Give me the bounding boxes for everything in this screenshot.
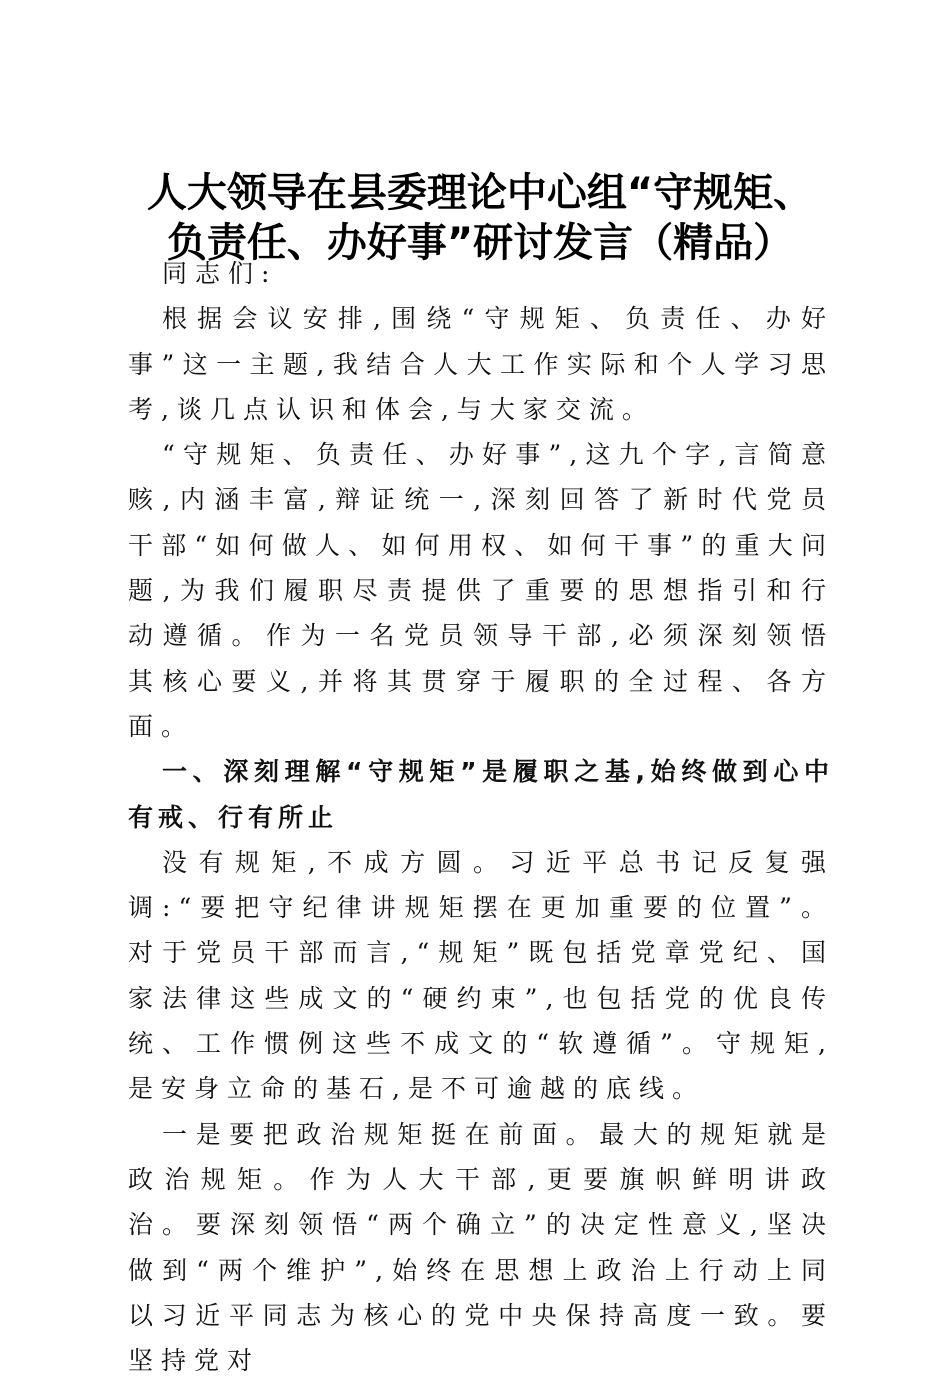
- salutation: 同志们:: [162, 259, 278, 288]
- document-body: [128, 251, 834, 1383]
- paragraph-rules: 没有规矩,不成方圆。习近平总书记反复强调:“要把守纪律讲规矩摆在更加重要的位置”。对于党员干部而言,“规矩”既包括党章党纪、国家法律这些成文的“硬约束”,也包括党的优良传统、工作惯例这些不成文的“软遵循”。守规矩,是安身立命的基石,是不可逾越的底线。: [128, 847, 834, 1104]
- title-line-1: 人大领导在县委理论中心组“守规矩、: [146, 170, 814, 216]
- paragraph-theme: “守规矩、负责任、办好事”,这九个字,言简意赅,内涵丰富,辩证统一,深刻回答了新时代党员干部“如何做人、如何用权、如何干事”的重大问题,为我们履职尽责提供了重要的思想指引和行动遵循。作为一名党员领导干部,必须深刻领悟其核心要义,并将其贯穿于履职的全过程、各方面。: [128, 440, 834, 741]
- paragraph-intro: 根据会议安排,围绕“守规矩、负责任、办好事”这一主题,我结合人大工作实际和个人学习思考,谈几点认识和体会,与大家交流。: [128, 304, 834, 424]
- title-line-2: 负责任、办好事”研讨发言（精品）: [166, 220, 794, 266]
- paragraph-political-rules: 一是要把政治规矩挺在前面。最大的规矩就是政治规矩。作为人大干部,更要旗帜鲜明讲政治。要深刻领悟“两个确立”的决定性意义,坚决做到“两个维护”,始终在思想上政治上行动上同以习近平同志为核心的党中央保持高度一致。要坚持党对: [128, 1119, 834, 1376]
- section-heading-1: 一、深刻理解“守规矩”是履职之基,始终做到心中有戒、行有所止: [128, 757, 834, 832]
